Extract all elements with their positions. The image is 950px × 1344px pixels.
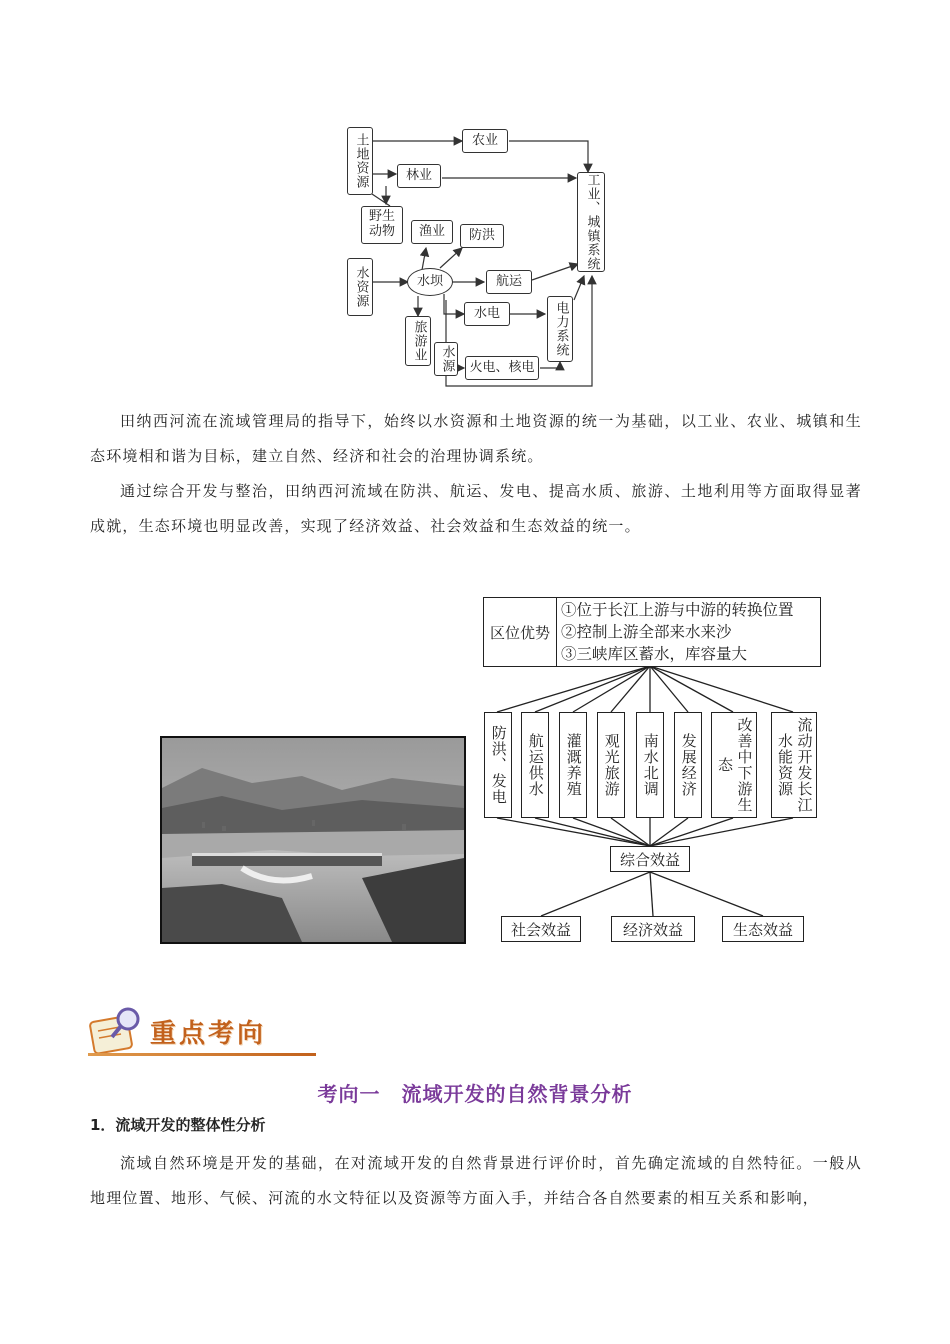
ecological-benefit-box: 生态效益 xyxy=(722,916,804,942)
economic-benefit-box: 经济效益 xyxy=(611,916,695,942)
flood-control-box: 防洪 xyxy=(460,224,504,248)
water-source-box: 水源 xyxy=(434,342,458,376)
benefit-hydro-energy: 流动开发长江水能资源 xyxy=(771,712,817,818)
tourism-box: 旅游业 xyxy=(405,316,431,366)
key-focus-title: 重点考向 xyxy=(150,1019,267,1049)
advantage-item: ②控制上游全部来水来沙 xyxy=(561,623,732,641)
section-title: 考向一 流域开发的自然背景分析 xyxy=(317,1082,633,1106)
benefit-flood-power: 防洪、发电 xyxy=(484,712,512,818)
benefit-tourism: 观光旅游 xyxy=(597,712,625,818)
hydropower-box: 水电 xyxy=(464,302,510,326)
benefit-economy: 发展经济 xyxy=(674,712,702,818)
section-subhead: 1．流域开发的整体性分析 xyxy=(90,1116,266,1134)
benefit-ecology: 改善中下游生态 xyxy=(711,712,757,818)
banner-underline xyxy=(88,1053,316,1056)
benefit-south-north-transfer: 南水北调 xyxy=(636,712,664,818)
paragraph-tva-achievements: 通过综合开发与整治，田纳西河流域在防洪、航运、发电、提高水质、旅游、土地利用等方面取得显著成就，生态环境也明显改善，实现了经济效益、社会效益和生态效益的统一。 xyxy=(90,482,862,535)
dam-ellipse: 水坝 xyxy=(407,268,453,296)
agriculture-box: 农业 xyxy=(462,129,508,153)
advantage-item: ①位于长江上游与中游的转换位置 xyxy=(561,601,794,619)
location-advantage-panel xyxy=(483,597,821,667)
shipping-box: 航运 xyxy=(486,270,532,294)
advantage-list xyxy=(557,599,794,665)
thermal-nuclear-box: 火电、核电 xyxy=(465,356,539,380)
section-body: 流域自然环境是开发的基础，在对流域开发的自然背景进行评价时，首先确定流域的自然特征。一般从地理位置、地形、气候、河流的水文特征以及资源等方面入手，并结合各自然要素的相互关系和影响， xyxy=(90,1154,862,1207)
forestry-box: 林业 xyxy=(397,164,441,188)
social-benefit-box: 社会效益 xyxy=(501,916,581,942)
paragraph-tva-management: 田纳西河流在流域管理局的指导下，始终以水资源和土地资源的统一为基础，以工业、农业、城镇和生态环境相和谐为目标，建立自然、经济和社会的治理协调系统。 xyxy=(90,412,862,465)
location-advantage-label: 区位优势 xyxy=(484,598,557,666)
power-system-box: 电力系统 xyxy=(547,296,573,362)
benefit-irrigation: 灌溉养殖 xyxy=(559,712,587,818)
advantage-item: ③三峡库区蓄水，库容量大 xyxy=(561,645,748,663)
water-resources-box: 水资源 xyxy=(347,258,373,316)
benefit-shipping-supply: 航运供水 xyxy=(521,712,549,818)
magnifier-note-icon xyxy=(88,1005,148,1057)
key-focus-banner xyxy=(88,1005,318,1059)
land-resources-box: 土地资源 xyxy=(347,127,373,195)
fishery-box: 渔业 xyxy=(411,220,453,244)
comprehensive-benefit-box: 综合效益 xyxy=(610,846,690,872)
industry-city-box: 工业、城镇系统 xyxy=(577,172,605,272)
wildlife-box: 野生动物 xyxy=(361,206,403,244)
